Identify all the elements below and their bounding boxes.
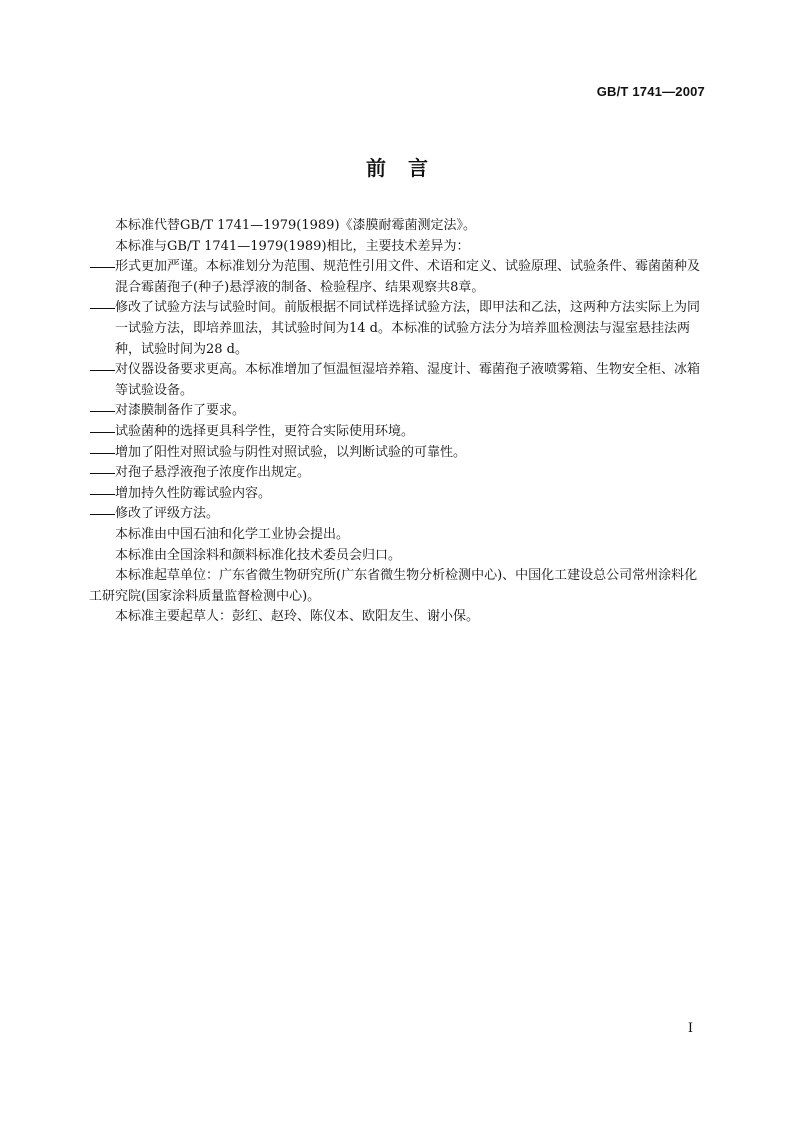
list-item xyxy=(89,401,705,422)
list-item-text: 对仪器设备要求更高。本标准增加了恒温恒湿培养箱、湿度计、霉菌孢子液喷雾箱、生物安全柜、冰箱等试验设备。 xyxy=(115,362,701,398)
dash-bullet xyxy=(89,401,115,422)
list-item xyxy=(89,484,705,505)
list-item-text: 修改了评级方法。 xyxy=(115,506,220,522)
dash-bullet xyxy=(89,484,115,505)
paragraph-proposer: 本标准由中国石油和化学工业协会提出。 xyxy=(115,526,350,542)
list-item-text: 增加了阳性对照试验与阴性对照试验，以判断试验的可靠性。 xyxy=(115,444,467,460)
list-item-text: 对漆膜制备作了要求。 xyxy=(115,403,246,419)
dash-bullet xyxy=(89,360,115,381)
dash-bullet xyxy=(89,463,115,484)
list-item-text: 增加持久性防霉试验内容。 xyxy=(115,485,272,501)
paragraph-drafting-units: 本标准起草单位：广东省微生物研究所(广东省微生物分析检测中心)、中国化工建设总公司常州涂料化工研究院(国家涂料质量监督检测中心)。 xyxy=(89,568,698,604)
paragraph-replaces: 本标准代替GB/T 1741—1979(1989)《漆膜耐霉菌测定法》。 xyxy=(115,218,477,233)
list-item xyxy=(89,360,705,401)
list-item xyxy=(89,257,705,298)
paragraph-drafters: 本标准主要起草人：彭红、赵玲、陈仪本、欧阳友生、谢小保。 xyxy=(115,609,480,625)
preface-body xyxy=(89,216,705,628)
list-item-text: 修改了试验方法与试验时间。前版根据不同试样选择试验方法，即甲法和乙法，这两种方法实际上为同一试验方法，即培养皿法，其试验时间为14 d。本标准的试验方法分为培养皿检测法与湿室悬挂法两种，试验时间为28 d。 xyxy=(115,300,701,357)
page-title: 前言 xyxy=(366,156,450,180)
list-item-text: 试验菌种的选择更具科学性，更符合实际使用环境。 xyxy=(115,423,415,439)
dash-bullet xyxy=(89,504,115,525)
page-number: I xyxy=(687,1021,693,1036)
standard-number: GB/T 1741—2007 xyxy=(596,84,705,99)
dash-bullet xyxy=(89,298,115,319)
list-item-text: 对孢子悬浮液孢子浓度作出规定。 xyxy=(115,465,311,481)
list-item xyxy=(89,422,705,443)
list-item xyxy=(89,443,705,464)
dash-bullet xyxy=(89,443,115,464)
list-item xyxy=(89,463,705,484)
paragraph-committee: 本标准由全国涂料和颜料标准化技术委员会归口。 xyxy=(115,547,402,563)
list-item-text: 形式更加严谨。本标准划分为范围、规范性引用文件、术语和定义、试验原理、试验条件、霉菌菌种及混合霉菌孢子(种子)悬浮液的制备、检验程序、结果观察共8章。 xyxy=(115,259,701,295)
dash-bullet xyxy=(89,422,115,443)
dash-bullet xyxy=(89,257,115,278)
paragraph-differences-intro: 本标准与GB/T 1741—1979(1989)相比，主要技术差异为： xyxy=(115,238,470,254)
list-item xyxy=(89,504,705,525)
list-item xyxy=(89,298,705,360)
